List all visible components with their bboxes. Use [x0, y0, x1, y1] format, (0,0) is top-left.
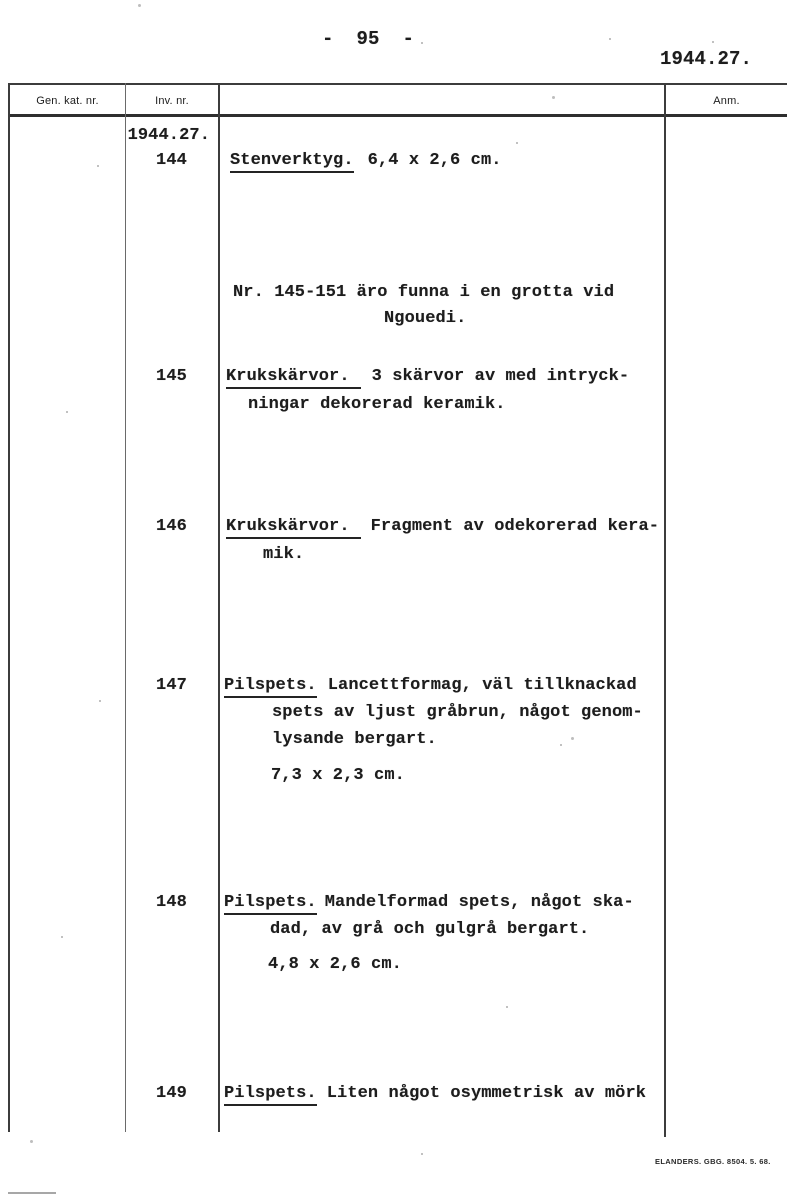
column-header-gen-kat-nr: Gen. kat. nr. — [36, 95, 99, 107]
inventory-number: 148 — [156, 893, 187, 912]
entry-145-line-1 — [226, 367, 629, 386]
spacer — [317, 905, 325, 906]
entry-146-line-1 — [226, 517, 659, 536]
entry-145-text: 3 skärvor av med intryck- — [371, 367, 630, 386]
inventory-number: 145 — [156, 367, 187, 386]
spacer — [361, 529, 371, 530]
note-line-2: Ngouedi. — [384, 309, 467, 328]
note-line-1: Nr. 145-151 äro funna i en grotta vid — [233, 283, 615, 302]
inventory-group-number: 1944.27. — [127, 126, 210, 145]
entry-144-line-1 — [230, 151, 502, 170]
page-number: - 95 - — [322, 28, 415, 50]
entry-147-line-3: lysande bergart. — [272, 730, 437, 749]
spacer — [354, 163, 368, 164]
entry-146-term: Krukskärvor. — [226, 517, 361, 539]
spacer — [361, 379, 372, 380]
entry-147-text: Lancettformag, väl tillknackad — [327, 676, 637, 695]
table-left-border — [8, 83, 10, 1132]
entry-145-term: Krukskärvor. — [226, 367, 361, 389]
entry-148-dimensions: 4,8 x 2,6 cm. — [268, 955, 402, 974]
inventory-number: 146 — [156, 517, 187, 536]
entry-148-line-1 — [224, 893, 634, 912]
inventory-number: 149 — [156, 1084, 187, 1103]
doc-number: 1944.27. — [660, 48, 753, 70]
column-divider-inv-description — [218, 83, 220, 1132]
entry-146-line-2: mik. — [263, 545, 305, 564]
column-header-inv-nr: Inv. nr. — [155, 95, 189, 107]
entry-148-line-2: dad, av grå och gulgrå bergart. — [270, 920, 590, 939]
inventory-number: 147 — [156, 676, 187, 695]
spacer — [317, 688, 328, 689]
entry-145-line-2: ningar dekorerad keramik. — [248, 395, 506, 414]
entry-147-line-2: spets av ljust gråbrun, något genom- — [272, 703, 643, 722]
entry-144-term: Stenverktyg. — [230, 151, 354, 173]
entry-148-text: Mandelformad spets, något ska- — [324, 893, 634, 912]
printer-mark: ELANDERS. GBG. 8504. 5. 68. — [655, 1157, 771, 1166]
entry-146-text: Fragment av odekorerad kera- — [370, 517, 660, 536]
entry-149-term: Pilspets. — [224, 1084, 317, 1106]
entry-147-line-1 — [224, 676, 637, 695]
entry-149-line-1 — [224, 1084, 646, 1103]
entry-147-term: Pilspets. — [224, 676, 317, 698]
spacer — [317, 1096, 327, 1097]
entry-148-term: Pilspets. — [224, 893, 317, 915]
column-divider-description-anm — [664, 83, 666, 1137]
column-divider-genkat-inv — [125, 83, 126, 1132]
entry-144-text: 6,4 x 2,6 cm. — [367, 151, 502, 170]
entry-147-dimensions: 7,3 x 2,3 cm. — [271, 766, 405, 785]
column-header-anm: Anm. — [713, 95, 740, 107]
entry-149-text: Liten något osymmetrisk av mörk — [326, 1084, 647, 1103]
inventory-number: 144 — [156, 151, 187, 170]
